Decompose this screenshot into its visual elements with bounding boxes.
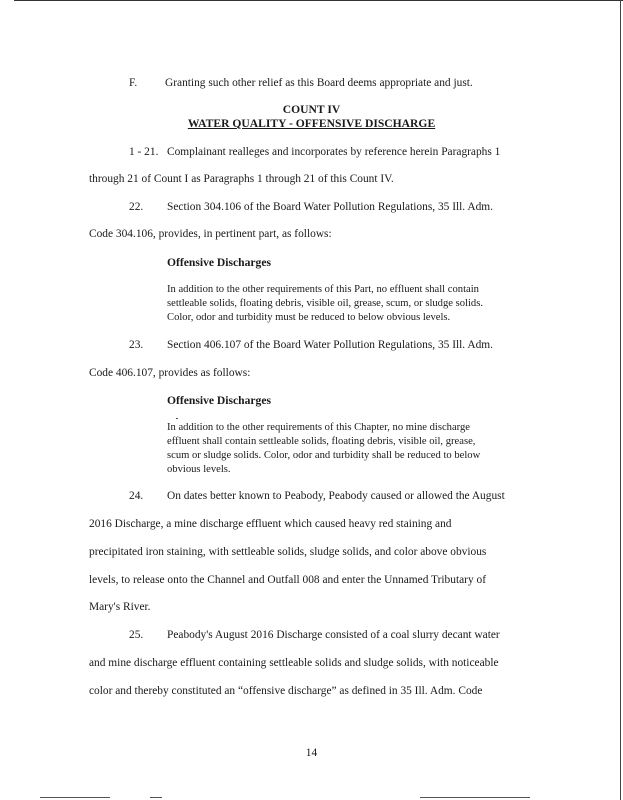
paragraph-text: Code 406.107, provides as follows: — [89, 367, 251, 379]
paragraph-number: 22. — [129, 201, 144, 213]
paragraph-number: 25. — [129, 629, 144, 641]
paragraph-text: 2016 Discharge, a mine discharge effluent which caused heavy red staining and — [89, 518, 452, 530]
scan-mark — [40, 797, 110, 798]
quote-line: effluent shall contain settleable solids, floating debris, visible oil, grease, — [167, 436, 476, 447]
paragraph-text: Section 304.106 of the Board Water Pollution Regulations, 35 Ill. Adm. — [167, 201, 494, 213]
paragraph-text: Peabody's August 2016 Discharge consisted of a coal slurry decant water — [167, 629, 500, 641]
paragraph-text: and mine discharge effluent containing settleable solids and sludge solids, with noticeable — [89, 657, 499, 669]
quote-line: obvious levels. — [167, 464, 231, 475]
count-subtitle: WATER QUALITY - OFFENSIVE DISCHARGE — [187, 117, 436, 130]
quote-heading: Offensive Discharges — [167, 394, 272, 407]
scan-speck — [176, 418, 178, 419]
paragraph-text: On dates better known to Peabody, Peabody caused or allowed the August — [167, 490, 505, 502]
scan-mark — [150, 797, 162, 798]
paragraph-text: precipitated iron staining, with settleable solids, sludge solids, and color above obvious — [89, 546, 487, 558]
quote-line: In addition to the other requirements of this Part, no effluent shall contain — [167, 284, 479, 295]
paragraph-text: color and thereby constituted an “offensive discharge” as defined in 35 Ill. Adm. Code — [89, 685, 483, 697]
quote-line: scum or sludge solids. Color, odor and turbidity shall be reduced to below — [167, 450, 481, 461]
paragraph-text: levels, to release onto the Channel and Outfall 008 and enter the Unnamed Tributary of — [89, 574, 486, 586]
paragraph-text: Mary's River. — [89, 601, 151, 613]
relief-text: Granting such other relief as this Board deems appropriate and just. — [165, 77, 473, 89]
quote-heading: Offensive Discharges — [167, 256, 272, 269]
quote-line: Color, odor and turbidity must be reduced to below obvious levels. — [167, 312, 451, 323]
paragraph-number: 24. — [129, 490, 144, 502]
paragraph-text: through 21 of Count I as Paragraphs 1 through 21 of this Count IV. — [89, 173, 394, 185]
paragraph-text: Complainant realleges and incorporates by reference herein Paragraphs 1 — [167, 146, 501, 158]
paragraph-number: 23. — [129, 339, 144, 351]
page-number: 14 — [305, 747, 318, 759]
count-title: COUNT IV — [282, 103, 341, 116]
relief-letter: F. — [129, 77, 138, 89]
paragraph-text: Section 406.107 of the Board Water Pollution Regulations, 35 Ill. Adm. — [167, 339, 494, 351]
quote-line: In addition to the other requirements of this Chapter, no mine discharge — [167, 422, 470, 433]
scan-mark — [420, 797, 530, 798]
scan-border-top — [14, 0, 623, 1]
quote-line: settleable solids, floating debris, visible oil, grease, scum, or sludge solids. — [167, 298, 483, 309]
paragraph-number: 1 - 21. — [129, 146, 159, 158]
paragraph-text: Code 304.106, provides, in pertinent part, as follows: — [89, 228, 332, 240]
